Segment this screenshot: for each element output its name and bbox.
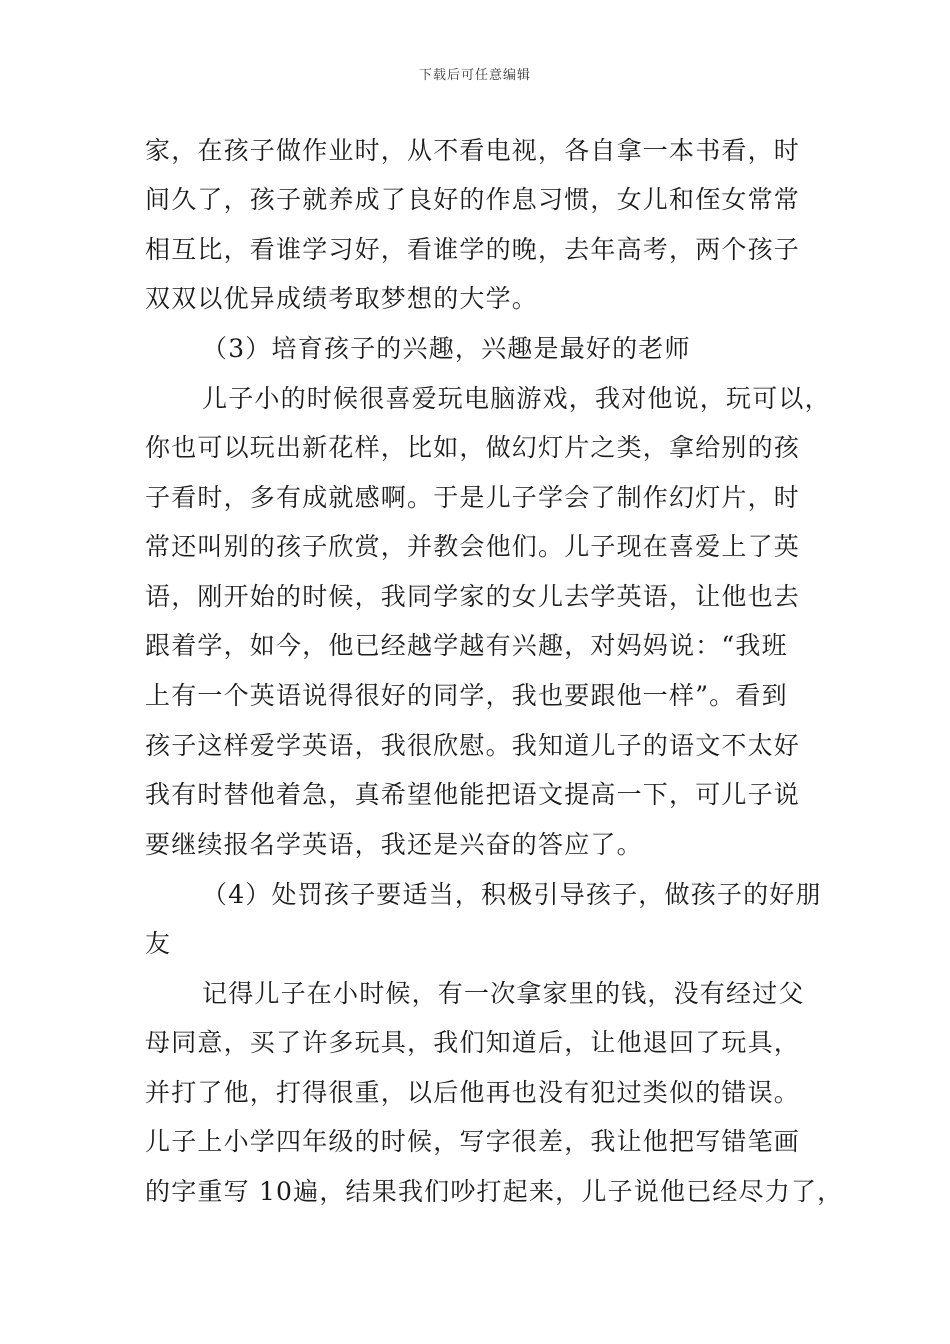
text-line: 上有一个英语说得很好的同学，我也要跟他一样”。看到 bbox=[145, 681, 788, 710]
section-heading: （4）处罚孩子要适当，积极引导孩子，做孩子的好朋 bbox=[202, 880, 822, 909]
text-line: 我有时替他着急，真希望他能把语文提高一下，可儿子说 bbox=[145, 780, 801, 809]
text-line: 并打了他，打得很重，以后他再也没有犯过类似的错误。 bbox=[145, 1078, 801, 1107]
text-line: 语，刚开始的时候，我同学家的女儿去学英语，让他也去 bbox=[145, 582, 801, 611]
text-line: 间久了，孩子就养成了良好的作息习惯，女儿和侄女常常 bbox=[145, 185, 801, 214]
text-line: 相互比，看谁学习好，看谁学的晚，去年高考，两个孩子 bbox=[145, 235, 801, 264]
text-line: 你也可以玩出新花样，比如，做幻灯片之类，拿给别的孩 bbox=[145, 433, 801, 462]
text-line: 常还叫别的孩子欣赏，并教会他们。儿子现在喜爱上了英 bbox=[145, 532, 801, 561]
text-line: 要继续报名学英语，我还是兴奋的答应了。 bbox=[145, 830, 643, 859]
text-line: 跟着学，如今，他已经越学越有兴趣，对妈妈说：“我班 bbox=[145, 631, 788, 660]
text-line: 双双以优异成绩考取梦想的大学。 bbox=[145, 284, 539, 313]
text-line: 孩子这样爱学英语，我很欣慰。我知道儿子的语文不太好 bbox=[145, 731, 801, 760]
section-heading: （3）培育孩子的兴趣，兴趣是最好的老师 bbox=[202, 334, 691, 363]
text-line: 母同意，买了许多玩具，我们知道后，让他退回了玩具， bbox=[145, 1028, 801, 1057]
text-line: 家，在孩子做作业时，从不看电视，各自拿一本书看，时 bbox=[145, 136, 801, 165]
text-line: 友 bbox=[145, 929, 172, 958]
text-line: 子看时，多有成就感啊。于是儿子学会了制作幻灯片，时 bbox=[145, 483, 801, 512]
text-line: 儿子小的时候很喜爱玩电脑游戏，我对他说，玩可以， bbox=[202, 384, 831, 413]
page-header: 下载后可任意编辑 bbox=[418, 68, 531, 83]
text-line: 记得儿子在小时候，有一次拿家里的钱，没有经过父 bbox=[202, 979, 805, 1008]
text-line: 的字重写 10遍，结果我们吵打起来，儿子说他已经尽力了， bbox=[145, 1177, 844, 1206]
text-line: 儿子上小学四年级的时候，写字很差，我让他把写错笔画 bbox=[145, 1127, 801, 1156]
